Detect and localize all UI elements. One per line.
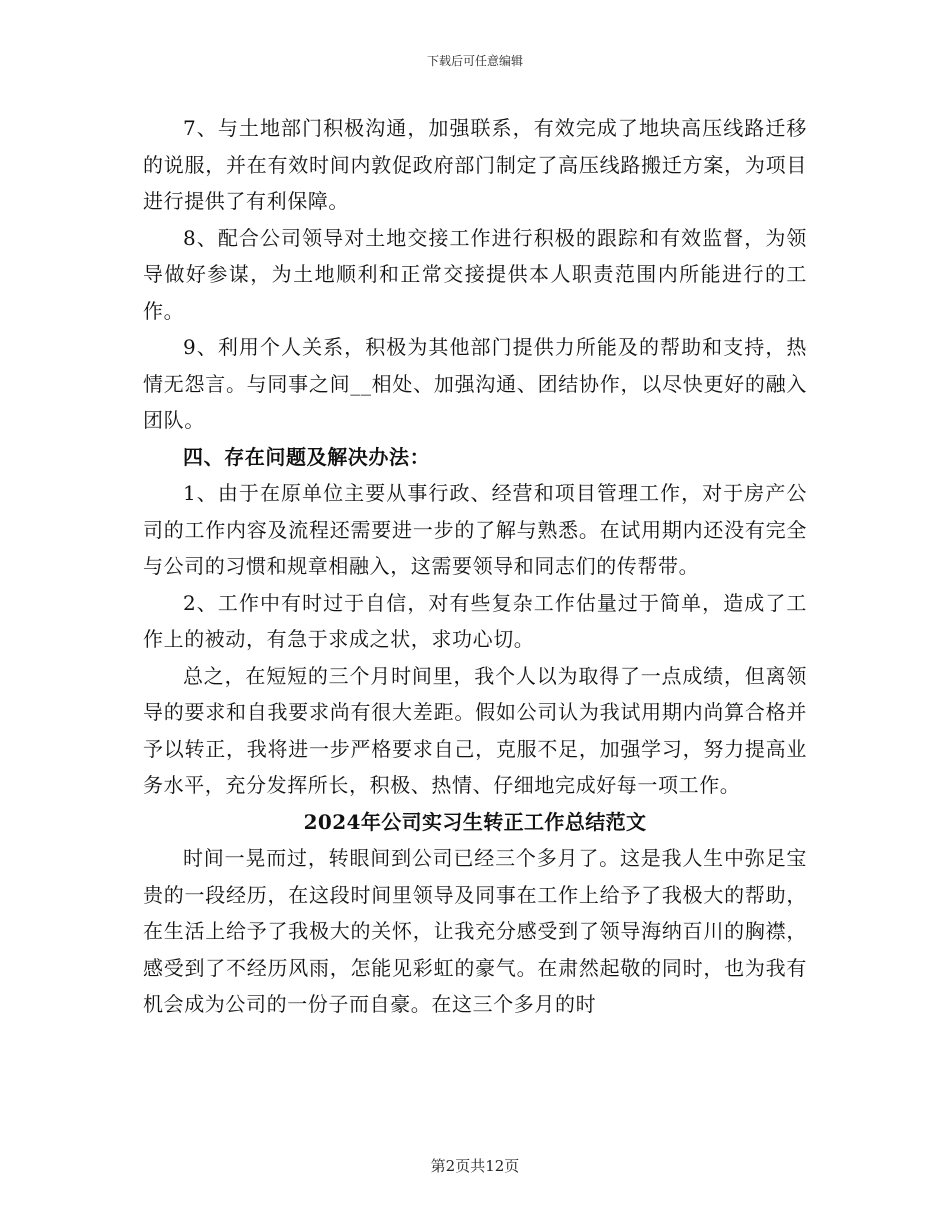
paragraph-item-8: 8、配合公司领导对土地交接工作进行积极的跟踪和有效监督，为领导做好参谋，为土地顺利和正常交接提供本人职责范围内所能进行的工作。 <box>143 225 807 323</box>
paragraph-conclusion: 总之，在短短的三个月时间里，我个人以为取得了一点成绩，但离领导的要求和自我要求尚有很大差距。假如公司认为我试用期内尚算合格并予以转正，我将进一步严格要求自己，克服不足，加强学习，努力提高业务水平，充分发挥所长，积极、热情、仔细地完成好每一项工作。 <box>143 663 807 797</box>
paragraph-item-9: 9、利用个人关系，积极为其他部门提供力所能及的帮助和支持，热情无怨言。与同事之间__相处、加强沟通、团结协作，以尽快更好的融入团队。 <box>143 335 807 432</box>
section-heading-problems: 四、存在问题及解决办法： <box>183 444 431 469</box>
paragraph-intro: 时间一晃而过，转眼间到公司已经三个多月了。这是我人生中弥足宝贵的一段经历，在这段时间里领导及同事在工作上给予了我极大的帮助，在生活上给予了我极大的关怀，让我充分感受到了领导海纳百川的胸襟，感受到了不经历风雨，怎能见彩虹的豪气。在肃然起敬的同时，也为我有机会成为公司的一份子而自豪。在这三个多月的时 <box>143 846 807 1016</box>
document-body <box>143 110 807 1023</box>
page-header: 下载后可任意编辑 <box>426 54 523 68</box>
paragraph-issue-2: 2、工作中有时过于自信，对有些复杂工作估量过于简单，造成了工作上的被动，有急于求成之状，求功心切。 <box>143 590 807 651</box>
paragraph-item-7: 7、与土地部门积极沟通，加强联系，有效完成了地块高压线路迁移的说服，并在有效时间内敦促政府部门制定了高压线路搬迁方案，为项目进行提供了有利保障。 <box>143 116 807 213</box>
document-title: 2024年公司实习生转正工作总结范文 <box>303 809 647 834</box>
paragraph-issue-1: 1、由于在原单位主要从事行政、经营和项目管理工作，对于房产公司的工作内容及流程还需要进一步的了解与熟悉。在试用期内还没有完全与公司的习惯和规章相融入，这需要领导和同志们的传帮带。 <box>143 481 807 578</box>
page-footer: 第2页共12页 <box>430 1157 520 1175</box>
